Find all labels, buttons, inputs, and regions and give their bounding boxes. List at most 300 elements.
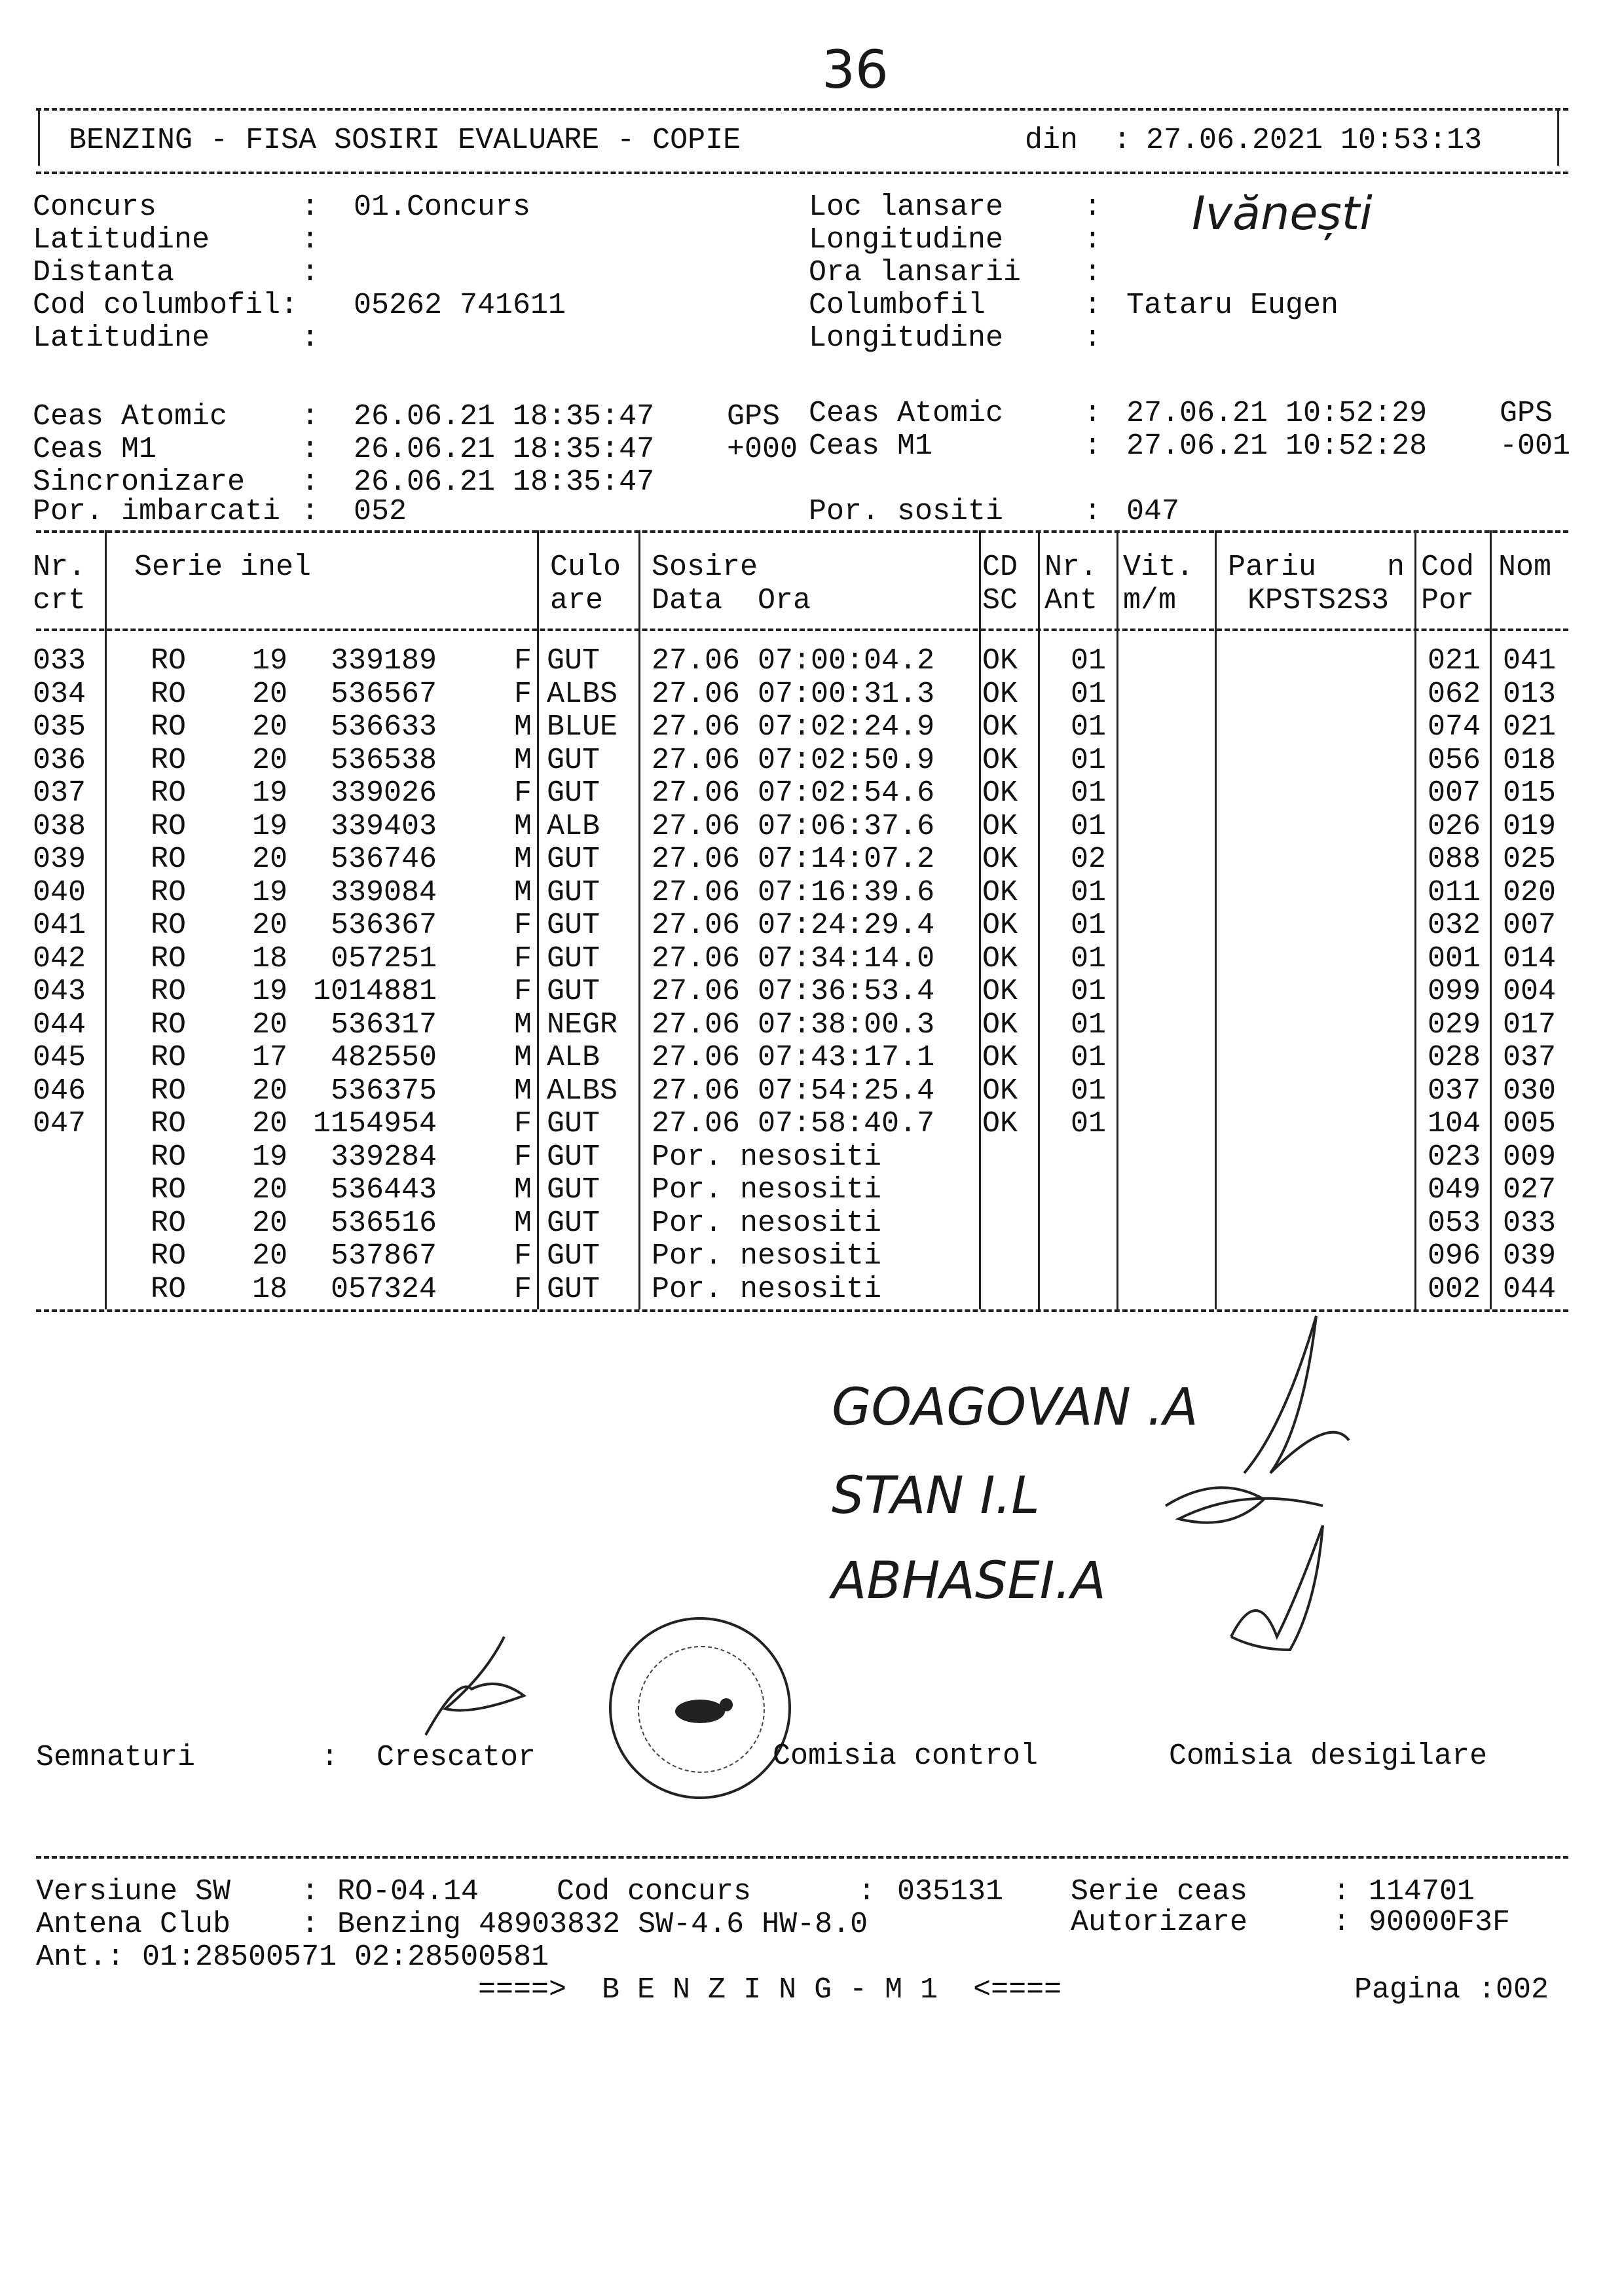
- row-number: 041: [33, 909, 86, 942]
- table-header-culo1: Culo: [550, 551, 621, 584]
- signature-committee-3: [1231, 1525, 1323, 1650]
- document-title: BENZING - FISA SOSIRI EVALUARE - COPIE: [69, 124, 741, 157]
- colon: :: [1084, 223, 1102, 257]
- row-country: RO: [151, 1008, 187, 1042]
- row-arrival: 27.06 07:54:25.4: [652, 1074, 935, 1108]
- table-header-vit2: m/m: [1123, 584, 1177, 617]
- row-color: GUT: [547, 743, 600, 777]
- row-cod-por: 021: [1428, 644, 1481, 678]
- table-header-cod2: Por: [1421, 584, 1475, 617]
- row-antenna: 01: [1071, 710, 1107, 744]
- colon: :: [301, 433, 320, 466]
- header-colon: :: [1113, 124, 1132, 157]
- row-color: GUT: [547, 843, 600, 876]
- row-sex: M: [514, 1008, 532, 1042]
- table-row: [0, 975, 1624, 1009]
- row-color: BLUE: [547, 710, 618, 744]
- row-sex: F: [514, 909, 532, 942]
- table-row: [0, 744, 1624, 778]
- row-number: 042: [33, 941, 86, 975]
- row-color: GUT: [547, 1239, 600, 1273]
- row-year: 19: [252, 1140, 288, 1174]
- serie-ceas-label: Serie ceas: [1071, 1875, 1248, 1908]
- row-cod-por: 026: [1428, 809, 1481, 843]
- row-ring-number: 536375: [331, 1074, 437, 1108]
- handwritten-page-number: 36: [822, 39, 889, 100]
- row-number: 035: [33, 710, 86, 744]
- row-antenna: 01: [1071, 1041, 1107, 1074]
- row-country: RO: [151, 1272, 187, 1306]
- row-antenna: 01: [1071, 941, 1107, 975]
- row-cd-sc: OK: [982, 644, 1018, 678]
- row-color: ALB: [547, 809, 600, 843]
- row-nom: 007: [1503, 909, 1557, 942]
- columbofil-value: Tataru Eugen: [1126, 289, 1339, 322]
- handwritten-name-2: STAN I.L: [832, 1467, 1040, 1525]
- row-arrival: Por. nesositi: [652, 1140, 882, 1174]
- colon: :: [301, 191, 320, 224]
- row-country: RO: [151, 1206, 187, 1240]
- table-row: [0, 1207, 1624, 1241]
- concurs-value: 01.Concurs: [354, 191, 531, 224]
- columbofil-label: Columbofil: [809, 289, 986, 322]
- row-year: 18: [252, 941, 288, 975]
- row-year: 19: [252, 975, 288, 1008]
- clock-left-suffix: GPS: [727, 400, 781, 433]
- row-number: 037: [33, 776, 86, 810]
- clock-right-label: Ceas M1: [809, 429, 933, 463]
- row-country: RO: [151, 909, 187, 942]
- colon: :: [1084, 429, 1102, 463]
- row-antenna: 01: [1071, 776, 1107, 810]
- cod-columbofil-value: 05262 741611: [354, 289, 566, 322]
- row-cd-sc: OK: [982, 1074, 1018, 1108]
- colon: :: [1333, 1875, 1351, 1908]
- handwritten-name-1: GOAGOVAN .A: [832, 1378, 1198, 1437]
- row-nom: 015: [1503, 776, 1557, 810]
- clock-left-label: Por. imbarcati: [33, 495, 281, 528]
- clock-left-suffix: +000: [727, 433, 798, 466]
- row-nom: 014: [1503, 941, 1557, 975]
- row-sex: F: [514, 677, 532, 711]
- row-nom: 018: [1503, 743, 1557, 777]
- row-number: 044: [33, 1008, 86, 1042]
- row-arrival: 27.06 07:00:04.2: [652, 644, 935, 678]
- row-sex: F: [514, 1140, 532, 1174]
- row-nom: 009: [1503, 1140, 1557, 1174]
- row-arrival: Por. nesositi: [652, 1173, 882, 1207]
- row-cod-por: 053: [1428, 1206, 1481, 1240]
- table-header-pariu2: KPSTS2S3: [1247, 584, 1390, 617]
- row-color: ALB: [547, 1041, 600, 1074]
- pagina-label: Pagina: [1354, 1973, 1461, 2007]
- table-row: [0, 777, 1624, 811]
- row-cod-por: 028: [1428, 1041, 1481, 1074]
- table-header-cd2: SC: [982, 584, 1018, 617]
- table-row: [0, 1042, 1624, 1075]
- row-number: 036: [33, 743, 86, 777]
- row-antenna: 01: [1071, 743, 1107, 777]
- row-antenna: 01: [1071, 909, 1107, 942]
- row-year: 17: [252, 1041, 288, 1074]
- row-nom: 013: [1503, 677, 1557, 711]
- row-number: 045: [33, 1041, 86, 1074]
- colon: :: [1084, 256, 1102, 289]
- row-year: 20: [252, 677, 288, 711]
- antena-value: Benzing 48903832 SW-4.6 HW-8.0: [337, 1908, 868, 1941]
- table-header-sosire1: Sosire: [652, 551, 758, 584]
- longitudine-label: Longitudine: [809, 223, 1004, 257]
- loc-lansare-label: Loc lansare: [809, 191, 1004, 224]
- row-arrival: 27.06 07:02:24.9: [652, 710, 935, 744]
- colon: :: [301, 1908, 320, 1941]
- row-sex: F: [514, 975, 532, 1008]
- row-antenna: 01: [1071, 677, 1107, 711]
- row-ring-number: 339026: [331, 776, 437, 810]
- row-country: RO: [151, 875, 187, 909]
- row-number: 046: [33, 1074, 86, 1108]
- row-nom: 004: [1503, 975, 1557, 1008]
- colon: :: [301, 321, 320, 355]
- row-ring-number: 536633: [331, 710, 437, 744]
- crescator-label: Crescator: [377, 1741, 536, 1774]
- row-color: GUT: [547, 1140, 600, 1174]
- row-antenna: 01: [1071, 1008, 1107, 1042]
- row-country: RO: [151, 1239, 187, 1273]
- colon: :: [321, 1741, 339, 1774]
- comisia-control-label: Comisia control: [773, 1740, 1039, 1773]
- row-arrival: Por. nesositi: [652, 1239, 882, 1273]
- colon: :: [301, 495, 320, 528]
- row-nom: 039: [1503, 1239, 1557, 1273]
- row-cod-por: 002: [1428, 1272, 1481, 1306]
- row-color: ALBS: [547, 677, 618, 711]
- cod-concurs-value: 035131: [897, 1875, 1004, 1908]
- row-arrival: 27.06 07:06:37.6: [652, 809, 935, 843]
- row-arrival: 27.06 07:36:53.4: [652, 975, 935, 1008]
- row-color: GUT: [547, 941, 600, 975]
- table-header-nom: Nom: [1498, 551, 1552, 584]
- row-sex: F: [514, 776, 532, 810]
- table-row: [0, 1009, 1624, 1042]
- row-sex: M: [514, 710, 532, 744]
- row-number: 039: [33, 843, 86, 876]
- table-header-ant2: Ant: [1044, 584, 1098, 617]
- row-ring-number: 537867: [331, 1239, 437, 1273]
- row-color: GUT: [547, 1206, 600, 1240]
- table-header-culo2: are: [550, 584, 604, 617]
- row-country: RO: [151, 743, 187, 777]
- table-row: [0, 1108, 1624, 1141]
- table-top-rule: [36, 530, 1568, 533]
- table-row: [0, 843, 1624, 877]
- row-cod-por: 056: [1428, 743, 1481, 777]
- row-antenna: 01: [1071, 975, 1107, 1008]
- cod-columbofil-text: Cod columbofil: [33, 289, 281, 322]
- table-header-nr2: crt: [33, 584, 86, 617]
- row-antenna: 01: [1071, 1074, 1107, 1108]
- semnaturi-label: Semnaturi: [36, 1741, 196, 1774]
- row-nom: 041: [1503, 644, 1557, 678]
- row-arrival: 27.06 07:24:29.4: [652, 909, 935, 942]
- row-ring-number: 057324: [331, 1272, 437, 1306]
- row-color: GUT: [547, 975, 600, 1008]
- row-cod-por: 001: [1428, 941, 1481, 975]
- autorizare-value: 90000F3F: [1369, 1906, 1511, 1939]
- row-color: GUT: [547, 1173, 600, 1207]
- versiune-value: RO-04.14: [337, 1875, 479, 1908]
- row-color: GUT: [547, 776, 600, 810]
- row-color: ALBS: [547, 1074, 618, 1108]
- clock-left-value: 26.06.21 18:35:47: [354, 400, 655, 433]
- row-number: 040: [33, 875, 86, 909]
- pagina-value: 002: [1496, 1973, 1549, 2007]
- row-year: 19: [252, 644, 288, 678]
- row-country: RO: [151, 975, 187, 1008]
- row-arrival: 27.06 07:02:54.6: [652, 776, 935, 810]
- row-color: GUT: [547, 875, 600, 909]
- clock-right-value: 047: [1126, 495, 1180, 528]
- table-row: [0, 645, 1624, 678]
- row-cod-por: 037: [1428, 1074, 1481, 1108]
- row-country: RO: [151, 710, 187, 744]
- row-antenna: 01: [1071, 875, 1107, 909]
- row-country: RO: [151, 1173, 187, 1207]
- row-sex: M: [514, 1206, 532, 1240]
- row-ring-number: 339084: [331, 875, 437, 909]
- row-cd-sc: OK: [982, 941, 1018, 975]
- table-row: [0, 909, 1624, 943]
- row-cd-sc: OK: [982, 809, 1018, 843]
- row-year: 20: [252, 1173, 288, 1207]
- colon: :: [1084, 289, 1102, 322]
- clock-right-value: 27.06.21 10:52:28: [1126, 429, 1428, 463]
- row-cd-sc: OK: [982, 843, 1018, 876]
- row-ring-number: 536443: [331, 1173, 437, 1207]
- comisia-desigilare-label: Comisia desigilare: [1169, 1740, 1488, 1773]
- row-ring-number: 1014881: [313, 975, 437, 1008]
- row-cd-sc: OK: [982, 1008, 1018, 1042]
- row-arrival: 27.06 07:14:07.2: [652, 843, 935, 876]
- row-nom: 044: [1503, 1272, 1557, 1306]
- row-nom: 020: [1503, 875, 1557, 909]
- row-year: 20: [252, 710, 288, 744]
- row-cod-por: 099: [1428, 975, 1481, 1008]
- row-cod-por: 029: [1428, 1008, 1481, 1042]
- row-cd-sc: OK: [982, 776, 1018, 810]
- row-sex: M: [514, 1074, 532, 1108]
- row-country: RO: [151, 1107, 187, 1140]
- cod-columbofil-label: Cod columbofil:: [33, 289, 299, 322]
- row-arrival: 27.06 07:02:50.9: [652, 743, 935, 777]
- row-nom: 037: [1503, 1041, 1557, 1074]
- row-country: RO: [151, 776, 187, 810]
- row-ring-number: 536516: [331, 1206, 437, 1240]
- row-country: RO: [151, 1140, 187, 1174]
- row-cod-por: 096: [1428, 1239, 1481, 1273]
- row-cd-sc: OK: [982, 743, 1018, 777]
- row-country: RO: [151, 1041, 187, 1074]
- autorizare-label: Autorizare: [1071, 1906, 1248, 1939]
- table-row: [0, 943, 1624, 976]
- table-row: [0, 1273, 1624, 1307]
- colon: :: [301, 223, 320, 257]
- row-arrival: 27.06 07:58:40.7: [652, 1107, 935, 1140]
- row-cd-sc: OK: [982, 975, 1018, 1008]
- clock-right-suffix: GPS: [1500, 397, 1553, 430]
- latitudine2-label: Latitudine: [33, 321, 210, 355]
- row-nom: 027: [1503, 1173, 1557, 1207]
- row-number: 043: [33, 975, 86, 1008]
- row-year: 20: [252, 743, 288, 777]
- row-country: RO: [151, 843, 187, 876]
- row-arrival: 27.06 07:16:39.6: [652, 875, 935, 909]
- row-sex: F: [514, 1239, 532, 1273]
- colon: :: [858, 1875, 876, 1908]
- row-ring-number: 536367: [331, 909, 437, 942]
- row-ring-number: 057251: [331, 941, 437, 975]
- clock-right-value: 27.06.21 10:52:29: [1126, 397, 1428, 430]
- row-country: RO: [151, 809, 187, 843]
- longitudine2-label: Longitudine: [809, 321, 1004, 355]
- table-row: [0, 711, 1624, 744]
- loc-lansare-handwritten: Ivănești: [1192, 187, 1373, 240]
- clock-right-label: Por. sositi: [809, 495, 1004, 528]
- row-color: GUT: [547, 644, 600, 678]
- row-color: GUT: [547, 909, 600, 942]
- row-antenna: 01: [1071, 644, 1107, 678]
- latitudine-label: Latitudine: [33, 223, 210, 257]
- row-country: RO: [151, 644, 187, 678]
- row-arrival: 27.06 07:34:14.0: [652, 941, 935, 975]
- table-bottom-rule: [36, 1309, 1568, 1312]
- row-antenna: 02: [1071, 843, 1107, 876]
- row-cd-sc: OK: [982, 909, 1018, 942]
- row-sex: M: [514, 1041, 532, 1074]
- table-header-serie: Serie inel: [134, 551, 312, 584]
- row-ring-number: 482550: [331, 1041, 437, 1074]
- row-ring-number: 536746: [331, 843, 437, 876]
- row-year: 19: [252, 776, 288, 810]
- row-sex: M: [514, 843, 532, 876]
- row-nom: 033: [1503, 1206, 1557, 1240]
- row-cod-por: 007: [1428, 776, 1481, 810]
- ora-lansarii-label: Ora lansarii: [809, 256, 1022, 289]
- row-arrival: 27.06 07:38:00.3: [652, 1008, 935, 1042]
- row-arrival: Por. nesositi: [652, 1272, 882, 1306]
- row-ring-number: 536538: [331, 743, 437, 777]
- row-cod-por: 062: [1428, 677, 1481, 711]
- colon: :: [301, 465, 320, 499]
- row-ring-number: 339284: [331, 1140, 437, 1174]
- clock-left-label: Ceas Atomic: [33, 400, 228, 433]
- row-nom: 005: [1503, 1107, 1557, 1140]
- row-sex: F: [514, 1272, 532, 1306]
- table-row: [0, 1174, 1624, 1207]
- signature-crescator: [426, 1637, 524, 1735]
- clock-left-label: Sincronizare: [33, 465, 246, 499]
- table-row: [0, 1075, 1624, 1108]
- row-year: 20: [252, 909, 288, 942]
- row-number: 033: [33, 644, 86, 678]
- row-sex: F: [514, 1107, 532, 1140]
- row-year: 20: [252, 1107, 288, 1140]
- concurs-label: Concurs: [33, 191, 157, 224]
- row-antenna: 01: [1071, 1107, 1107, 1140]
- row-ring-number: 1154954: [313, 1107, 437, 1140]
- distanta-label: Distanta: [33, 256, 175, 289]
- row-ring-number: 339403: [331, 809, 437, 843]
- antena-label: Antena Club: [36, 1908, 231, 1941]
- row-arrival: 27.06 07:43:17.1: [652, 1041, 935, 1074]
- row-year: 20: [252, 1074, 288, 1108]
- row-cd-sc: OK: [982, 710, 1018, 744]
- clock-left-label: Ceas M1: [33, 433, 157, 466]
- table-row: [0, 1141, 1624, 1175]
- antenna-ids: Ant.: 01:28500571 02:28500581: [36, 1941, 549, 1974]
- club-stamp: [609, 1617, 791, 1799]
- clock-left-value: 052: [354, 495, 407, 528]
- row-cd-sc: OK: [982, 875, 1018, 909]
- row-sex: M: [514, 875, 532, 909]
- row-ring-number: 536567: [331, 677, 437, 711]
- row-color: GUT: [547, 1107, 600, 1140]
- row-color: GUT: [547, 1272, 600, 1306]
- table-header-sosire2: Data Ora: [652, 584, 811, 617]
- table-row: [0, 678, 1624, 712]
- row-number: 047: [33, 1107, 86, 1140]
- header-date-label: din: [1025, 124, 1079, 157]
- row-ring-number: 536317: [331, 1008, 437, 1042]
- row-nom: 030: [1503, 1074, 1557, 1108]
- row-year: 20: [252, 1206, 288, 1240]
- cod-concurs-label: Cod concurs: [557, 1875, 752, 1908]
- row-nom: 017: [1503, 1008, 1557, 1042]
- row-country: RO: [151, 1074, 187, 1108]
- clock-right-label: Ceas Atomic: [809, 397, 1004, 430]
- brand-line: ====> B E N Z I N G - M 1 <====: [478, 1973, 1062, 2007]
- row-arrival: Por. nesositi: [652, 1206, 882, 1240]
- row-sex: M: [514, 809, 532, 843]
- row-sex: M: [514, 743, 532, 777]
- table-row: [0, 811, 1624, 844]
- signature-committee-2: [1166, 1487, 1323, 1522]
- signature-committee-1: [1244, 1316, 1349, 1473]
- pigeon-icon: [671, 1692, 736, 1731]
- colon: :: [301, 1875, 320, 1908]
- header-date-value: 27.06.2021 10:53:13: [1146, 124, 1483, 157]
- serie-ceas-value: 114701: [1369, 1875, 1475, 1908]
- row-ring-number: 339189: [331, 644, 437, 678]
- row-sex: F: [514, 941, 532, 975]
- footer-rule: [36, 1856, 1568, 1859]
- clock-left-value: 26.06.21 18:35:47: [354, 465, 655, 499]
- clock-right-suffix: -001: [1500, 429, 1571, 463]
- row-year: 20: [252, 843, 288, 876]
- row-country: RO: [151, 677, 187, 711]
- row-nom: 021: [1503, 710, 1557, 744]
- row-cod-por: 011: [1428, 875, 1481, 909]
- table-header-ant1: Nr.: [1044, 551, 1098, 584]
- row-cd-sc: OK: [982, 1041, 1018, 1074]
- row-cod-por: 049: [1428, 1173, 1481, 1207]
- table-header-cod1: Cod: [1421, 551, 1475, 584]
- row-sex: F: [514, 644, 532, 678]
- row-year: 19: [252, 809, 288, 843]
- row-cd-sc: OK: [982, 1107, 1018, 1140]
- table-header-nr1: Nr.: [33, 551, 86, 584]
- table-row: [0, 1240, 1624, 1273]
